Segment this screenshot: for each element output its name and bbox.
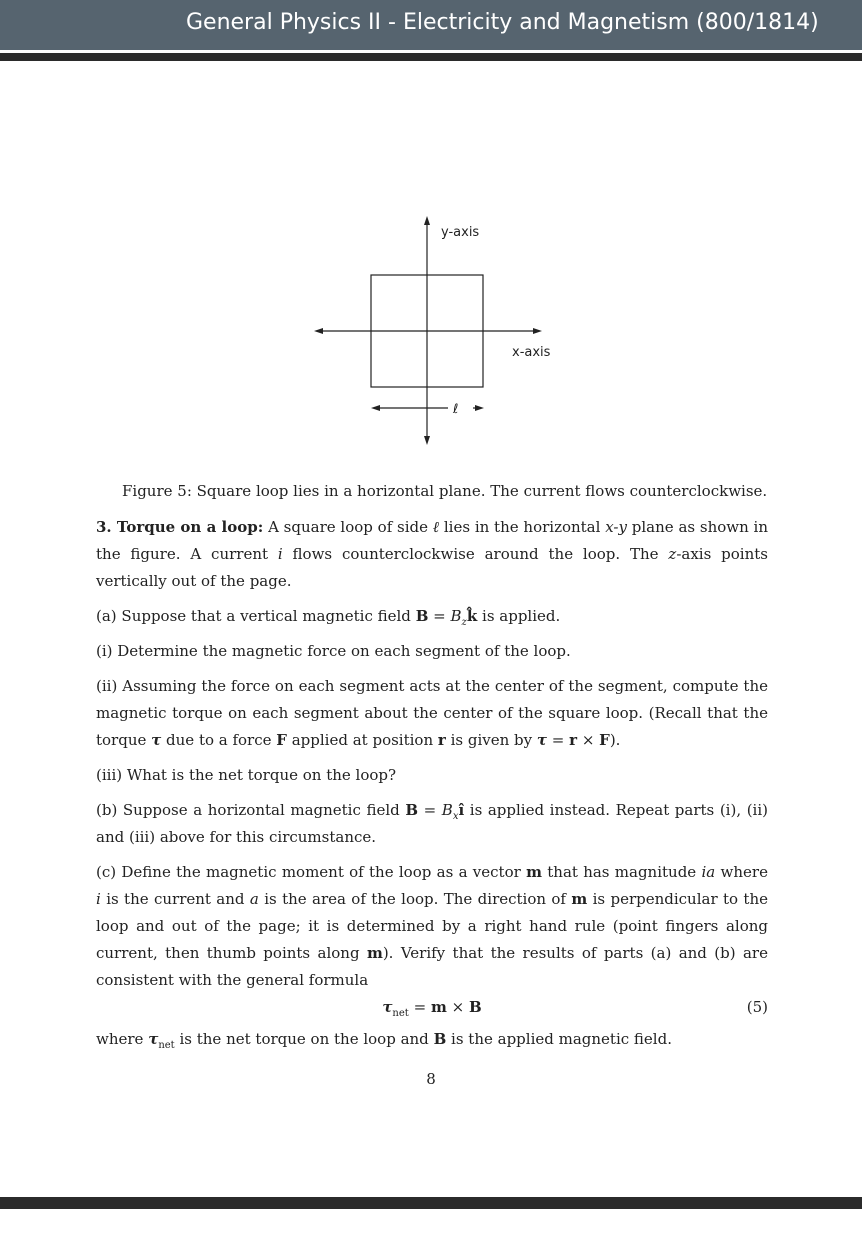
- part-c-i: i: [96, 890, 101, 908]
- part-c-m3: m: [366, 944, 383, 962]
- header-divider: [0, 53, 862, 61]
- closing-text-3: is the applied magnetic field.: [451, 1030, 672, 1048]
- equation-5: [96, 994, 768, 1021]
- intro-text-1: A square loop of side: [268, 518, 428, 536]
- part-a-iii: [96, 762, 768, 789]
- intro-ell: ℓ: [432, 518, 440, 536]
- intro-i: i: [277, 545, 283, 563]
- part-a-ii-r: r: [437, 731, 446, 749]
- intro-z: z: [668, 545, 677, 563]
- part-b-ihat: î: [458, 801, 465, 819]
- problem-heading: 3. Torque on a loop:: [96, 518, 264, 536]
- part-a-ii-text-5: ).: [609, 731, 621, 749]
- side-length-label: ℓ: [453, 402, 459, 417]
- part-b-text-2: is applied instead. Repeat parts (i), (ii) and (iii) above for this circumstance.: [96, 801, 768, 846]
- part-a-ii-tau: τ: [151, 731, 162, 749]
- part-a-ii-F: F: [276, 731, 287, 749]
- part-a-eq: =: [433, 607, 446, 625]
- part-c-text-2: that has magnitude: [547, 863, 697, 881]
- intro-xy: x-y: [605, 518, 627, 536]
- closing-tau: τ: [148, 1030, 159, 1048]
- page-number: 8: [426, 1070, 436, 1088]
- part-a-Bz: B: [450, 607, 462, 625]
- part-c-text-7: ). Verify that the results of parts (a) and (b) are consistent with the general formula: [96, 944, 768, 989]
- part-b-B: B: [405, 801, 419, 819]
- course-header: [0, 0, 862, 50]
- intro-text-3: plane as shown in the figure. A current: [96, 518, 768, 563]
- part-c-ia: ia: [701, 863, 716, 881]
- part-c-m2: m: [571, 890, 588, 908]
- closing-B: B: [433, 1030, 447, 1048]
- part-b-x-sub: x: [452, 811, 459, 822]
- part-a-ii-text-3: applied at position: [291, 731, 434, 749]
- closing-net-sub: net: [158, 1040, 175, 1051]
- part-a-ii-F2: F: [599, 731, 610, 749]
- intro-text-4: flows counterclockwise around the loop. The: [292, 545, 659, 563]
- part-c-m: m: [526, 863, 542, 881]
- part-c-text-3: where: [720, 863, 768, 881]
- part-a-ii-text-2: due to a force: [166, 731, 272, 749]
- part-a-z-sub: z: [461, 617, 467, 628]
- eq-net-sub: net: [392, 1008, 409, 1019]
- part-a-ii: [96, 673, 768, 754]
- square-loop-diagram: [300, 210, 560, 455]
- part-b-text-1: (b) Suppose a horizontal magnetic field: [96, 801, 400, 819]
- closing-text-2: is the net torque on the loop and: [179, 1030, 429, 1048]
- closing-text-1: where: [96, 1030, 144, 1048]
- part-b-Bx: B: [441, 801, 453, 819]
- part-a-text-1: (a) Suppose that a vertical magnetic field: [96, 607, 411, 625]
- part-a-ii-eq: =: [551, 731, 565, 749]
- course-title: General Physics II - Electricity and Magnetism (800/1814): [186, 10, 819, 35]
- footer-divider: [0, 1197, 862, 1209]
- eq-m: m: [430, 998, 447, 1016]
- closing-sentence: [96, 1026, 768, 1053]
- part-a-text-2: is applied.: [482, 607, 561, 625]
- eq-tau: τ: [382, 998, 393, 1016]
- equation-number: (5): [746, 998, 768, 1016]
- part-c-text-5: is the area of the loop. The direction of: [264, 890, 566, 908]
- eq-B: B: [468, 998, 482, 1016]
- part-a-ii-text-4: is given by: [450, 731, 533, 749]
- part-a-i-text: (i) Determine the magnetic force on each segment of the loop.: [96, 642, 571, 660]
- y-axis-label: y-axis: [441, 225, 480, 240]
- part-c: [96, 859, 768, 994]
- part-a-ii-text-1: (ii) Assuming the force on each segment acts at the center of the segment, compute the magnetic torque on each segment about the center of the square loop. (Recall that the torque: [96, 677, 768, 749]
- part-a: [96, 603, 768, 630]
- figure-caption: Figure 5: Square loop lies in a horizontal plane. The current flows counterclockwise.: [122, 482, 768, 500]
- part-a-ii-times: ×: [581, 731, 595, 749]
- part-a-khat: k̂: [466, 607, 478, 625]
- eq-times: ×: [451, 998, 465, 1016]
- problem-intro: [96, 514, 768, 595]
- part-a-B: B: [415, 607, 429, 625]
- part-a-i: [96, 638, 768, 665]
- part-b: [96, 797, 768, 851]
- x-axis-label: x-axis: [512, 345, 551, 360]
- part-a-iii-text: (iii) What is the net torque on the loop?: [96, 766, 397, 784]
- square-loop-figure: [300, 210, 560, 455]
- part-a-ii-tau2: τ: [536, 731, 547, 749]
- part-b-eq: =: [423, 801, 437, 819]
- intro-text-2: lies in the horizontal: [443, 518, 601, 536]
- intro-text-5: -axis points vertically out of the page.: [96, 545, 768, 590]
- part-c-text-4: is the current and: [106, 890, 245, 908]
- eq-equals: =: [413, 998, 427, 1016]
- part-c-text-1: (c) Define the magnetic moment of the loop as a vector: [96, 863, 521, 881]
- part-c-text-6: is perpendicular to the loop and out of the page; it is determined by a right hand rule (point fingers along current, then thumb points along: [96, 890, 768, 962]
- part-a-ii-r2: r: [569, 731, 578, 749]
- part-c-a: a: [249, 890, 259, 908]
